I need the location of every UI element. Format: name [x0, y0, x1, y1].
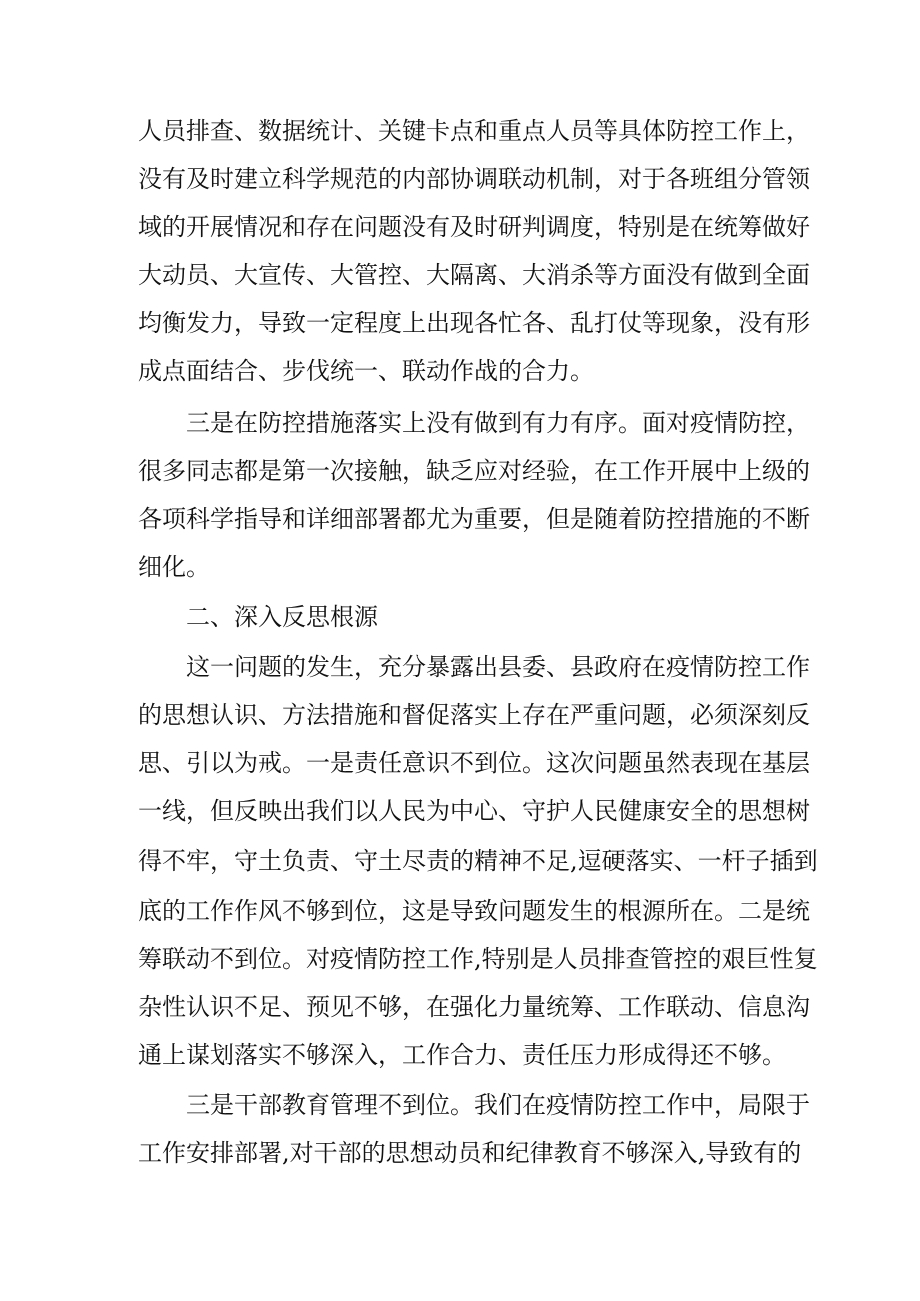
text-line: 通上谋划落实不够深入，工作合力、责任压力形成得还不够。 [138, 1041, 786, 1069]
text-line: 一线，但反映出我们以人民为中心、守护人民健康安全的思想树 [138, 797, 810, 825]
text-line: 域的开展情况和存在问题没有及时研判调度，特别是在统筹做好 [138, 213, 810, 241]
text-line: 大动员、大宣传、大管控、大隔离、大消杀等方面没有做到全面 [138, 261, 810, 289]
text-line: 三是在防控措施落实上没有做到有力有序。面对疫情防控， [186, 409, 810, 437]
text-line: 均衡发力，导致一定程度上出现各忙各、乱打仗等现象，没有形 [138, 309, 810, 337]
text-line: 得不牢，守土负责、守土尽责的精神不足,逗硬落实、一杆子插到 [138, 847, 818, 875]
text-line: 筹联动不到位。对疫情防控工作,特别是人员排查管控的艰巨性复 [138, 945, 818, 973]
text-line: 人员排查、数据统计、关键卡点和重点人员等具体防控工作上， [138, 117, 810, 145]
text-line: 思、引以为戒。一是责任意识不到位。这次问题虽然表现在基层 [138, 749, 810, 777]
text-line: 的思想认识、方法措施和督促落实上存在严重问题，必须深刻反 [138, 701, 810, 729]
text-line: 底的工作作风不够到位，这是导致问题发生的根源所在。二是统 [138, 897, 810, 925]
text-line: 没有及时建立科学规范的内部协调联动机制，对于各班组分管领 [138, 165, 810, 193]
text-line: 这一问题的发生，充分暴露出县委、县政府在疫情防控工作 [186, 653, 810, 681]
text-line: 杂性认识不足、预见不够，在强化力量统筹、工作联动、信息沟 [138, 993, 810, 1021]
text-line: 三是干部教育管理不到位。我们在疫情防控工作中，局限于 [186, 1091, 810, 1119]
text-line: 成点面结合、步伐统一、联动作战的合力。 [138, 357, 594, 385]
text-line: 各项科学指导和详细部署都尤为重要，但是随着防控措施的不断 [138, 505, 810, 533]
text-line: 细化。 [138, 553, 210, 581]
text-line: 工作安排部署,对干部的思想动员和纪律教育不够深入,导致有的 [138, 1139, 802, 1167]
text-line: 很多同志都是第一次接触，缺乏应对经验，在工作开展中上级的 [138, 457, 810, 485]
section-heading: 二、深入反思根源 [186, 603, 378, 631]
